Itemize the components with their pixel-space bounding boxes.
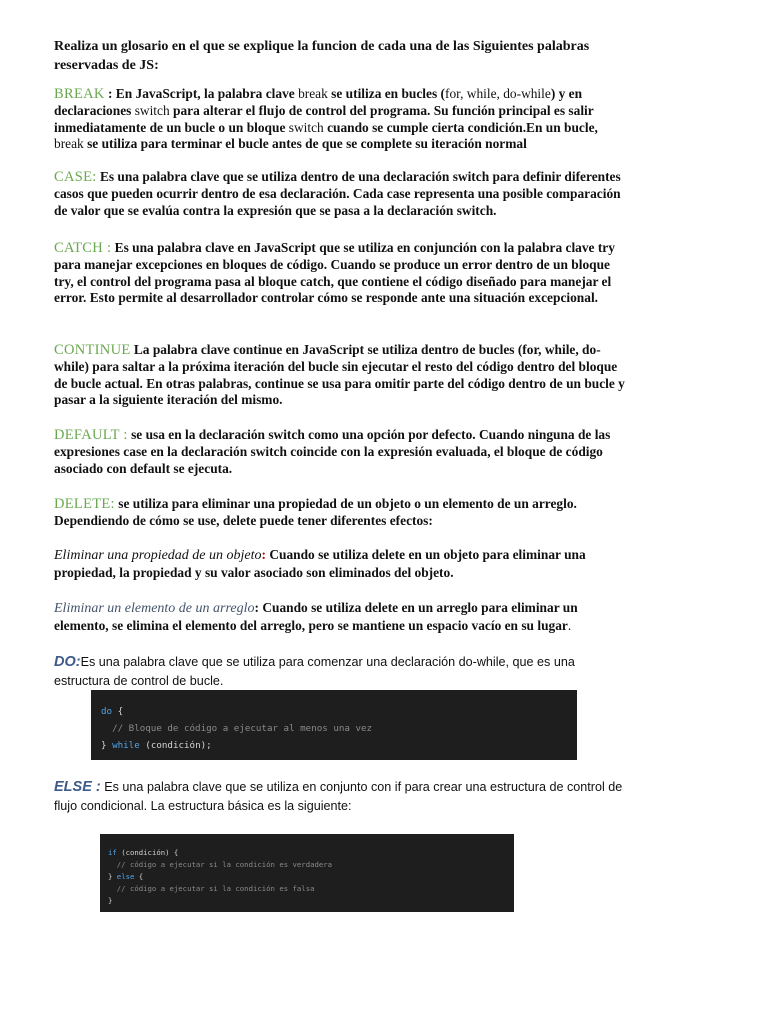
assignment-prompt: Realiza un glosario en el que se explique la funcion de cada una de las Siguientes palabras reservadas de JS:: [54, 39, 590, 73]
term-do: DO:: [54, 654, 81, 670]
entry-do: DO:Es una palabra clave que se utiliza para comenzar una declaración do-while, que es una estructura de control de bucle.: [54, 654, 575, 688]
entry-default: DEFAULT : se usa en la declaración switch como una opción por defecto. Cuando ninguna de las expresiones case en la declaración switch coincide con la expresión evaluada, el bloque de código asociado con default se ejecuta.: [54, 427, 611, 476]
entry-catch: CATCH : Es una palabra clave en JavaScript que se utiliza en conjunción con la palabra clave try para manejar excepciones en bloques de código. Cuando se produce un error dentro de un bloque try, el control del programa pasa al bloque catch, que contiene el código diseñado para manejar el error. Esto permite al desarrollador controlar cómo se responde ante una situación excepcional.: [54, 240, 615, 306]
code-block-if-else: [100, 834, 514, 912]
entry-continue: CONTINUE La palabra clave continue en JavaScript se utiliza dentro de bucles (for, while, do-while) para saltar a la próxima iteración del bucle sin ejecutar el resto del código dentro del bloque de bucle actual. En otras palabras, continue se usa para omitir parte del código dentro de un bucle y pasar a la siguiente iteración del mismo.: [54, 342, 625, 408]
entry-delete: DELETE: se utiliza para eliminar una propiedad de un objeto o un elemento de un arreglo. Dependiendo de cómo se use, delete puede tener diferentes efectos:: [54, 496, 577, 528]
term-delete: DELETE:: [54, 496, 115, 512]
entry-else: ELSE : Es una palabra clave que se utiliza en conjunto con if para crear una estructura de control de flujo condicional. La estructura básica es la siguiente:: [54, 779, 623, 813]
entry-delete-element: Eliminar un elemento de un arreglo: Cuando se utiliza delete en un arreglo para eliminar un elemento, se elimina el elemento del arreglo, pero se mantiene un espacio vacío en su lugar.: [54, 600, 578, 633]
term-case: CASE:: [54, 169, 97, 185]
entry-delete-property: Eliminar una propiedad de un objeto: Cuando se utiliza delete en un objeto para eliminar una propiedad, la propiedad y su valor asociado son eliminados del objeto.: [54, 547, 586, 580]
term-break: BREAK: [54, 86, 105, 102]
code-line: } while (condición);: [101, 740, 212, 751]
code-block-do-while: [91, 690, 577, 760]
code-line: if (condición) {: [108, 848, 179, 857]
subterm-delete-property: Eliminar una propiedad de un objeto: [54, 548, 262, 563]
code-line: } else {: [108, 872, 144, 881]
term-catch: CATCH :: [54, 240, 112, 256]
code-comment: // código a ejecutar si la condición es falsa: [108, 884, 315, 893]
entry-case: CASE: Es una palabra clave que se utiliza dentro de una declaración switch para definir diferentes casos que pueden ocurrir dentro de esa declaración. Cada case representa una posible comparación de valor que se evalúa contra la expresión que se pasa a la declaración switch.: [54, 169, 621, 218]
code-comment: // código a ejecutar si la condición es verdadera: [108, 860, 333, 869]
code-line: }: [108, 896, 113, 905]
term-default: DEFAULT :: [54, 427, 128, 443]
code-comment: // Bloque de código a ejecutar al menos una vez: [101, 723, 373, 734]
term-else: ELSE :: [54, 779, 101, 795]
code-line: do {: [101, 706, 124, 717]
subterm-delete-element: Eliminar un elemento de un arreglo: [54, 601, 255, 616]
entry-break: BREAK : En JavaScript, la palabra clave break se utiliza en bucles (for, while, do-while) y en declaraciones switch para alterar el flujo de control del programa. Su función principal es salir inmediatamente de un bucle o un bloque switch cuando se cumple cierta condición.En un bucle, break se utiliza para terminar el bucle antes de que se complete su iteración normal: [54, 86, 598, 152]
term-continue: CONTINUE: [54, 342, 131, 358]
